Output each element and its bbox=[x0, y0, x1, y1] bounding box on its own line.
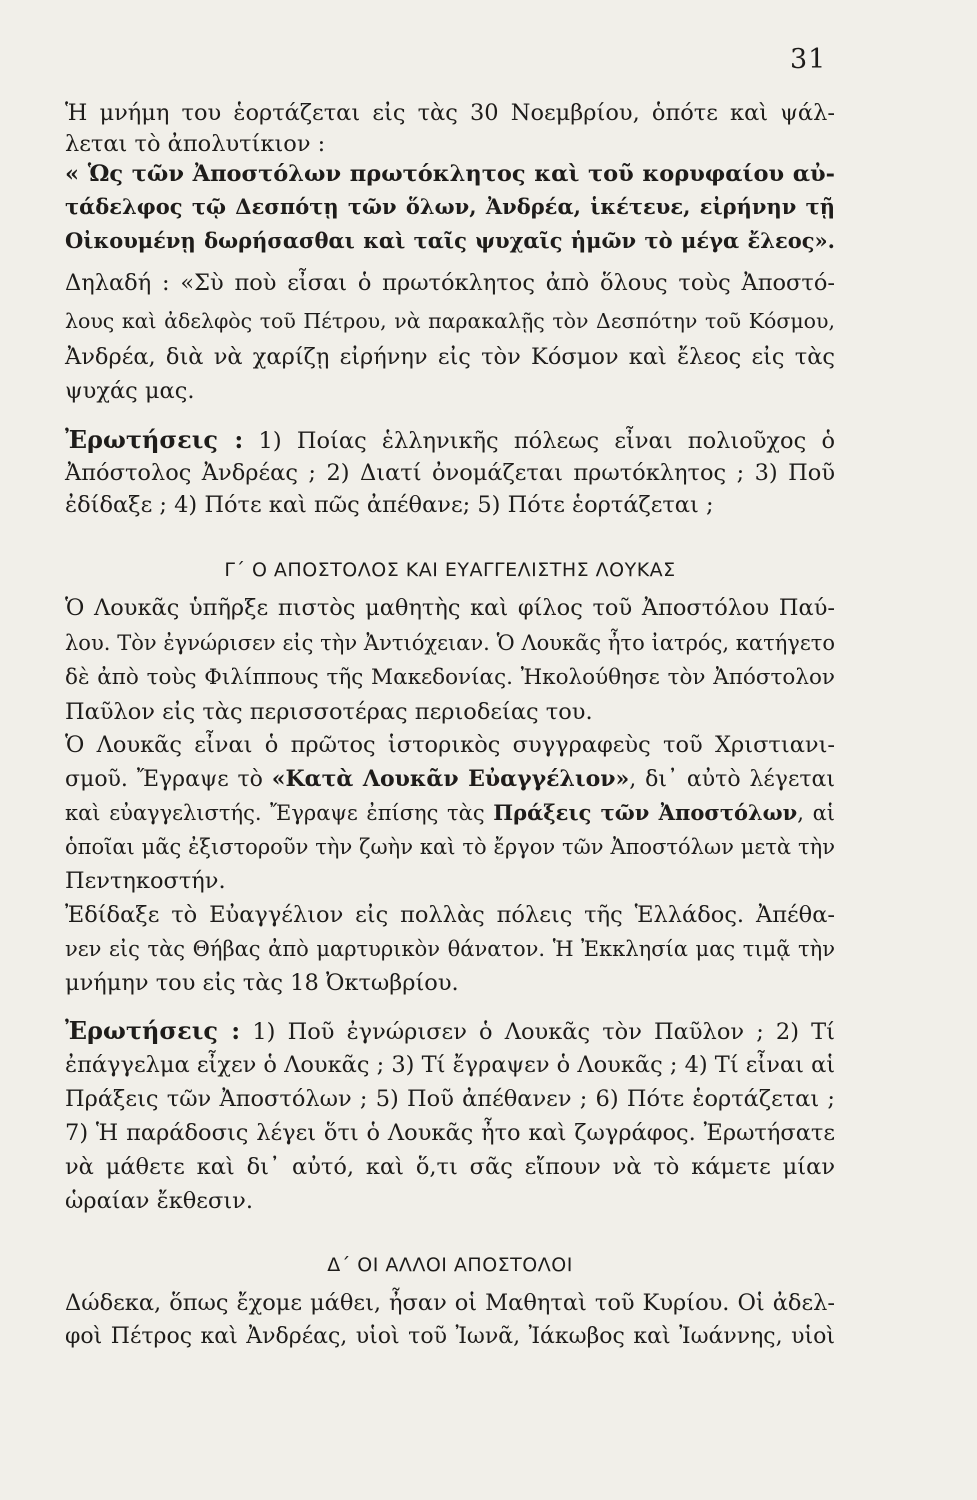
text-line: μνήμην του εἰς τὰς 18 Ὀκτωβρίου. bbox=[65, 970, 459, 996]
questions-text: 1) Ποῦ ἐγνώρισεν ὁ Λουκᾶς τὸν Παῦλον ; 2) Τί bbox=[252, 1019, 836, 1045]
gospel-title: «Κατὰ Λουκᾶν Εὐαγγέλιον» bbox=[271, 766, 630, 792]
text-span: , αἱ bbox=[797, 801, 835, 825]
text-line: δὲ ἀπὸ τοὺς Φιλίππους τῆς Μακεδονίας. Ἠκολούθησε τὸν Ἀπόστολον bbox=[65, 665, 835, 690]
text-line bbox=[65, 1016, 835, 1047]
questions-label: Ἐρωτήσεις : bbox=[65, 425, 244, 454]
text-line: νεν εἰς τὰς Θήβας ἀπὸ μαρτυρικὸν θάνατον. Ἡ Ἐκκλησία μας τιμᾷ τὴν bbox=[65, 937, 835, 961]
text-line: Ἐδίδαξε τὸ Εὐαγγέλιον εἰς πολλὰς πόλεις τῆς Ἑλλάδος. Ἀπέθα- bbox=[65, 902, 835, 928]
text-line: « Ὡς τῶν Ἀποστόλων πρωτόκλητος καὶ τοῦ κορυφαίου αὐ- bbox=[65, 161, 835, 187]
text-line: Ἡ μνήμη του ἑορτάζεται εἰς τὰς 30 Νοεμβρίου, ὁπότε καὶ ψάλ- bbox=[65, 100, 835, 126]
questions-label: Ἐρωτήσεις : bbox=[65, 1016, 241, 1045]
text-line: Ἀνδρέα, διὰ νὰ χαρίζῃ εἰρήνην εἰς τὸν Κόσμον καὶ ἔλεος εἰς τὰς bbox=[65, 344, 835, 370]
text-line: ὡραίαν ἔκθεσιν. bbox=[65, 1188, 253, 1214]
text-span: καὶ εὐαγγελιστής. Ἔγραψε ἐπίσης τὰς bbox=[65, 801, 494, 825]
text-line: νὰ μάθετε καὶ δι᾽ αὐτό, καὶ ὅ,τι σᾶς εἴπουν νὰ τὸ κάμετε μίαν bbox=[65, 1154, 835, 1180]
text-line bbox=[65, 798, 835, 828]
text-line: λους καὶ ἀδελφὸς τοῦ Πέτρου, νὰ παρακαλῇς τὸν Δεσπότην τοῦ Κόσμου, bbox=[65, 309, 835, 333]
text-line bbox=[65, 764, 835, 795]
page-number: 31 bbox=[790, 44, 827, 75]
text-line: Ὁ Λουκᾶς ὑπῆρξε πιστὸς μαθητὴς καὶ φίλος τοῦ Ἀποστόλου Παύ- bbox=[65, 595, 835, 621]
text-line: Δώδεκα, ὅπως ἔχομε μάθει, ἦσαν οἱ Μαθηταὶ τοῦ Κυρίου. Οἱ ἀδελ- bbox=[65, 1290, 835, 1316]
text-line: Πράξεις τῶν Ἀποστόλων ; 5) Ποῦ ἀπέθανεν ; 6) Πότε ἑορτάζεται ; bbox=[65, 1086, 835, 1112]
text-line: λεται τὸ ἀπολυτίκιον : bbox=[65, 131, 326, 157]
text-line: φοὶ Πέτρος καὶ Ἀνδρέας, υἱοὶ τοῦ Ἰωνᾶ, Ἰάκωβος καὶ Ἰωάννης, υἱοὶ bbox=[65, 1324, 835, 1349]
text-span: , δι᾽ αὐτὸ λέγεται bbox=[629, 767, 836, 792]
acts-title: Πράξεις τῶν Ἀποστόλων bbox=[493, 800, 798, 825]
text-line: Ἀπόστολος Ἀνδρέας ; 2) Διατί ὀνομάζεται πρωτόκλητος ; 3) Ποῦ bbox=[65, 460, 835, 486]
text-line: ψυχάς μας. bbox=[65, 378, 195, 404]
text-line: Πεντηκοστήν. bbox=[65, 868, 226, 894]
text-line: 7) Ἡ παράδοσις λέγει ὅτι ὁ Λουκᾶς ἦτο καὶ ζωγράφος. Ἐρωτήσατε bbox=[65, 1120, 835, 1146]
text-line: ἐδίδαξε ; 4) Πότε καὶ πῶς ἀπέθανε; 5) Πότε ἑορτάζεται ; bbox=[65, 492, 714, 518]
text-line: Οἰκουμένῃ δωρήσασθαι καὶ ταῖς ψυχαῖς ἡμῶν τὸ μέγα ἔλεος». bbox=[65, 228, 835, 253]
text-line: Παῦλον εἰς τὰς περισσοτέρας περιοδείας του. bbox=[65, 699, 593, 725]
text-line: Δηλαδή : «Σὺ ποὺ εἶσαι ὁ πρωτόκλητος ἀπὸ ὅλους τοὺς Ἀποστό- bbox=[65, 270, 835, 296]
section-heading-luke: Γ΄ Ο ΑΠΟΣΤΟΛΟΣ ΚΑΙ ΕΥΑΓΓΕΛΙΣΤΗΣ ΛΟΥΚΑΣ bbox=[224, 559, 676, 581]
text-line: τάδελφος τῷ Δεσπότῃ τῶν ὅλων, Ἀνδρέα, ἱκέτευε, εἰρήνην τῇ bbox=[65, 194, 835, 219]
text-line bbox=[65, 425, 835, 456]
section-heading-other-apostles: Δ΄ ΟΙ ΑΛΛΟΙ ΑΠΟΣΤΟΛΟΙ bbox=[327, 1254, 573, 1276]
text-line: ὁποῖαι μᾶς ἐξιστοροῦν τὴν ζωὴν καὶ τὸ ἔργον τῶν Ἀποστόλων μετὰ τὴν bbox=[65, 835, 835, 859]
questions-text: 1) Ποίας ἑλληνικῆς πόλεως εἶναι πολιοῦχος ὁ bbox=[258, 428, 836, 454]
text-line: ἐπάγγελμα εἶχεν ὁ Λουκᾶς ; 3) Τί ἔγραψεν ὁ Λουκᾶς ; 4) Τί εἶναι αἱ bbox=[65, 1052, 836, 1078]
text-span: σμοῦ. Ἔγραψε τὸ bbox=[65, 767, 272, 792]
text-line: λου. Τὸν ἐγνώρισεν εἰς τὴν Ἀντιόχειαν. Ὁ Λουκᾶς ἦτο ἰατρός, κατήγετο bbox=[65, 631, 835, 655]
text-line: Ὁ Λουκᾶς εἶναι ὁ πρῶτος ἱστορικὸς συγγραφεὺς τοῦ Χριστιανι- bbox=[65, 732, 835, 758]
